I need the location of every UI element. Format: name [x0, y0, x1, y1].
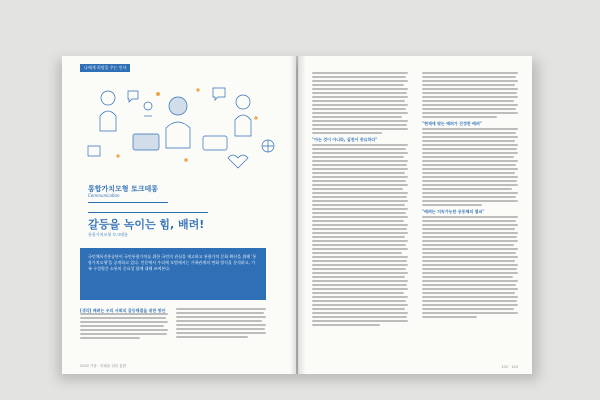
section-tag: 나에게 희망을 주는 인사 — [80, 64, 130, 72]
text-line — [312, 88, 408, 90]
left-column-2 — [176, 308, 266, 340]
text-line — [312, 304, 408, 306]
text-line — [312, 280, 408, 282]
right-column-2 — [422, 72, 518, 320]
text-line — [422, 280, 518, 282]
text-line — [312, 316, 407, 318]
text-line — [80, 333, 167, 335]
text-line — [312, 300, 406, 302]
text-line — [312, 212, 406, 214]
text-line — [422, 156, 514, 158]
text-line — [312, 84, 404, 86]
text-line — [312, 108, 406, 110]
text-line — [422, 116, 497, 118]
left-page — [62, 56, 296, 374]
text-line — [312, 120, 408, 122]
text-line — [422, 96, 518, 98]
text-line — [312, 100, 405, 102]
text-line — [422, 192, 518, 194]
text-line — [176, 312, 264, 314]
text-line — [80, 329, 168, 331]
right-page — [298, 56, 532, 374]
text-line — [312, 144, 408, 146]
text-line — [422, 188, 512, 190]
text-line — [422, 160, 518, 162]
text-line — [422, 256, 518, 258]
text-line — [312, 116, 402, 118]
text-line — [422, 232, 518, 234]
text-line — [312, 72, 408, 74]
subhead-2: "현재에 맞는 배려가 진정한 배려" — [422, 121, 482, 126]
text-line — [422, 88, 518, 90]
book-gutter — [290, 56, 306, 374]
headline-divider — [88, 212, 208, 213]
text-line — [312, 236, 405, 238]
text-line — [312, 200, 408, 202]
text-line — [422, 248, 518, 250]
text-line — [312, 276, 405, 278]
text-line — [312, 284, 407, 286]
right-column-1 — [312, 72, 408, 328]
text-line — [422, 152, 518, 154]
text-line — [422, 100, 514, 102]
text-line — [312, 248, 408, 250]
subhead-3: "배려는 지속가능한 공동체의 열쇠" — [422, 209, 485, 214]
text-line — [422, 224, 518, 226]
text-line — [422, 140, 515, 142]
text-line — [176, 328, 265, 330]
text-line — [312, 196, 407, 198]
text-line — [422, 276, 513, 278]
text-line — [312, 132, 382, 134]
text-line — [312, 208, 408, 210]
text-line — [422, 92, 517, 94]
text-line — [422, 296, 518, 298]
text-line — [312, 112, 408, 114]
left-footer: 2020 가을 · 미래를 위한 통합 — [80, 364, 127, 368]
people-conversation-illustration — [78, 76, 282, 172]
text-line — [422, 252, 516, 254]
text-line — [312, 156, 404, 158]
text-line — [422, 76, 516, 78]
text-line — [422, 272, 518, 274]
text-line — [312, 312, 408, 314]
left-column-1 — [80, 308, 168, 341]
text-line — [312, 216, 408, 218]
text-line — [312, 256, 408, 258]
text-line — [312, 104, 408, 106]
title-divider — [88, 202, 168, 203]
category-subtitle: Communication — [88, 193, 120, 198]
text-line — [422, 288, 518, 290]
text-line — [312, 220, 404, 222]
text-line — [422, 108, 516, 110]
text-line — [422, 144, 518, 146]
text-line — [422, 180, 517, 182]
text-line — [312, 308, 405, 310]
text-line — [312, 268, 406, 270]
text-line — [312, 240, 408, 242]
text-line — [80, 321, 168, 323]
text-line — [422, 316, 477, 318]
byline: 통합가치모형 토크테롱 — [88, 232, 128, 237]
text-line — [80, 313, 168, 315]
text-line — [422, 80, 518, 82]
text-line — [312, 128, 408, 130]
text-line — [422, 112, 518, 114]
text-line — [312, 168, 408, 170]
text-line — [176, 316, 266, 318]
text-line — [312, 96, 408, 98]
text-line — [422, 200, 518, 202]
text-line — [312, 80, 408, 82]
text-line — [176, 320, 262, 322]
subhead-1: "아는 것이 아니라, 실천이 중요하다" — [312, 137, 378, 142]
headline: 갈등을 녹이는 힘, 배려! — [88, 218, 205, 231]
text-line — [422, 308, 514, 310]
text-line — [80, 317, 166, 319]
text-line — [422, 216, 518, 218]
text-line — [422, 128, 518, 130]
text-line — [422, 284, 516, 286]
text-line — [176, 324, 266, 326]
text-line — [422, 168, 518, 170]
text-line — [80, 337, 140, 339]
text-line — [312, 296, 408, 298]
lead-box — [80, 248, 266, 300]
text-line — [312, 148, 406, 150]
text-line — [312, 288, 408, 290]
text-line — [312, 184, 408, 186]
text-line — [422, 148, 517, 150]
text-line — [422, 304, 518, 306]
text-line — [422, 268, 517, 270]
lead-text: 국민체육진흥공단이 국민통합가치를 위한 국민의 관심을 제고하고 통합가치 문화 확산을 위해 '통합가치모형'을 공개하고 있다. 인문에서 우리에 모범에서는 가족관계의 변화 양식을 분석하고, 가족 구성원간 소통의 중요성 함께 대해 쓰여본다. — [88, 254, 257, 271]
text-line — [312, 160, 408, 162]
text-line — [312, 92, 407, 94]
text-line — [312, 204, 405, 206]
text-line — [422, 196, 516, 198]
text-line — [312, 252, 402, 254]
text-line — [312, 164, 407, 166]
text-line — [176, 332, 266, 334]
text-line — [312, 228, 407, 230]
text-line — [422, 132, 516, 134]
run-in-head: [생각] 배려는 우리 사회의 갈등해결을 위한 방안 — [80, 308, 166, 313]
text-line — [422, 72, 518, 74]
text-line — [422, 104, 518, 106]
text-line — [312, 272, 408, 274]
text-line — [176, 308, 266, 310]
text-line — [312, 76, 406, 78]
text-line — [312, 292, 404, 294]
text-line — [80, 325, 164, 327]
text-line — [312, 260, 407, 262]
text-line — [422, 244, 514, 246]
text-line — [422, 220, 516, 222]
text-line — [422, 176, 518, 178]
right-footer: 102 · 103 — [501, 365, 518, 369]
text-line — [422, 312, 518, 314]
text-line — [422, 184, 518, 186]
text-line — [312, 188, 403, 190]
text-line — [312, 320, 408, 322]
text-line — [312, 176, 408, 178]
text-line — [312, 152, 408, 154]
text-line — [312, 124, 407, 126]
text-line — [422, 260, 515, 262]
text-line — [312, 180, 406, 182]
text-line — [422, 164, 516, 166]
text-line — [312, 264, 408, 266]
text-line — [422, 240, 518, 242]
text-line — [422, 292, 515, 294]
text-line — [422, 236, 517, 238]
text-line — [422, 84, 515, 86]
text-line — [312, 172, 405, 174]
text-line — [422, 264, 518, 266]
text-line — [312, 324, 380, 326]
text-line — [312, 224, 408, 226]
text-line — [176, 336, 248, 338]
text-line — [422, 172, 515, 174]
text-line — [422, 228, 515, 230]
text-line — [422, 300, 517, 302]
text-line — [422, 204, 482, 206]
text-line — [312, 232, 408, 234]
text-line — [422, 136, 518, 138]
category-title: 통합가치모형 토크테롱 — [88, 185, 159, 193]
text-line — [312, 244, 406, 246]
text-line — [312, 192, 408, 194]
